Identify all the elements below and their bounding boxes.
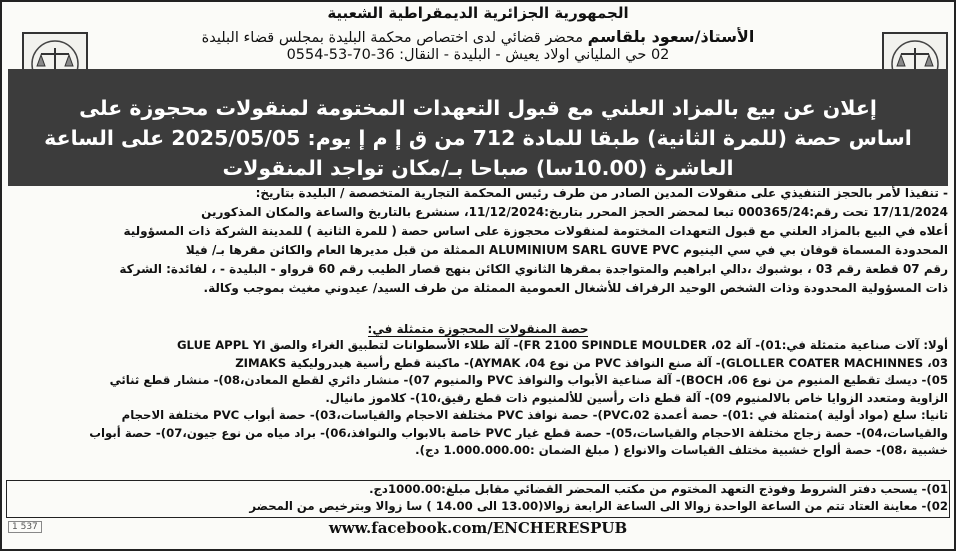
conditions-text xyxy=(8,481,948,515)
text-line: ثانيا: سلع (مواد أولية )متمثلة في :01)- حصة أعمدة PVC،02)- حصة نوافذ PVC مختلفة الاحجام والقياسات،03)- حصة أبواب PVC مختلفة الاحجام xyxy=(121,408,948,422)
announcement-line-2: اساس حصة (للمرة الثانية) طبقا للمادة 712 من ق إ م إ يوم: 2025/05/05 على الساعة xyxy=(44,126,912,150)
bailiff-address: 02 حي الملياني اولاد يعيش - البليدة - النقال: 36-70-53-0554 xyxy=(286,47,670,63)
republic-heading: الجمهورية الجزائرية الديمقراطية الشعبية xyxy=(88,4,868,22)
text-line: والقياسات،04)- حصة زجاج مختلفة الاحجام والقياسات،05)- حصة قطع غيار PVC خاصة بالابواب والنوافذ،06)- براد مياه من نوع جيون،07)- حصة أبواب xyxy=(89,425,948,440)
text-line: GLOLLER COATER MACHINNES ،03)- آلة صنع النوافذ PVC من نوع AYMAK ،04)- ماكينة قطع رأسية هيدروليكية ZIMAKS xyxy=(235,355,948,370)
bailiff-prefix: الأستاذ/ xyxy=(694,27,755,46)
text-line: الزاوية ومتعدد الزوايا خاص بالالمنيوم 09)- آلة قطع ذات رأسين للألمنيوم ذات قطع رقيق،10)- كلاموز مانيال. xyxy=(325,390,948,405)
text-line: 01)- يسحب دفتر الشروط وفوذج التعهد المختوم من مكتب المحضر القضائي مقابل مبلغ:1000.00دج. xyxy=(369,482,948,496)
bailiff-name: سعود بلقاسم xyxy=(587,27,695,46)
execution-paragraph xyxy=(8,184,948,298)
text-line: خشبية ،08)- حصة ألواح خشبية مختلف القياسات والانواع ( مبلغ الضمان :1.000.000.00 دج). xyxy=(415,443,948,457)
bailiff-title: محضر قضائي لدى اختصاص محكمة البليدة بمجلس قضاء البليدة xyxy=(201,30,584,46)
text-line: - تنفيذا لأمر بالحجز التنفيذي على منقولات المدين الصادر من طرف رئيس المحكمة التجارية المتخصصة / البليدة بتاريخ: xyxy=(255,186,948,200)
text-line: ذات المسؤولية المحدودة وذات الشخص الوحيد الرفراف للأشغال العمومية الممثلة من طرف السيد/ عيدوني مغيث بموجب وكالة. xyxy=(203,281,948,295)
text-line: أولا: آلات صناعية متمثلة في:01)- آلة FR 2100 SPINDLE MOULDER ،02)- آلة طلاء الأسطوانات لتطبيق الغراء والصق GLUE APPL YI xyxy=(176,338,948,352)
notice-code: 1 537 xyxy=(8,521,42,533)
announcement-line-3: العاشرة (10.00سا) صباحا بـ/مكان تواجد المنقولات xyxy=(222,156,734,180)
text-line: رقم 07 قطعة رقم 03 ، بوشبوك ،دالي ابراهيم والمتواجدة بمقرها الثانوي الكائن بنهج قصار الطيب رقم 60 قرواو - البليدة - ، لفائدة: الشركة xyxy=(119,262,948,276)
text-line: 02)- معاينة العتاد تتم من الساعة الواحدة زوالا الى الساعة الرابعة زوالا(13.00 الى 14.00 ) سا زوالا وبترخيص من المحضر xyxy=(249,499,948,513)
text-line: المحدودة المسماة قوفان بي في سي الينيوم ALUMINIUM SARL GUVE PVC الممثلة من قبل مديرها العام والكائن مقرها بـ/ فيلا xyxy=(185,243,948,257)
text-line: 05)- ديسك تقطيع المنيوم من نوع BOCH ،06)- آلة صناعية الأبواب والنوافذ PVC والمنيوم 07)- منشار دائري لقطع المعادن،08)- منشار قطع ثنائي xyxy=(109,373,948,387)
bailiff-line xyxy=(88,27,868,46)
announcement-line-1: إعلان عن بيع بالمزاد العلني مع قبول التعهدات المختومة لمنقولات محجوزة على xyxy=(79,96,877,120)
text-line: 17/11/2024 تحت رقم:000365/24 تبعا لمحضر الحجز المحرر بتاريخ:11/12/2024، سنشرع بالتاريخ والساعة والمكان المذكورين xyxy=(201,205,948,219)
section-title: حصة المنقولات المحجوزة متمثلة في: xyxy=(367,322,589,336)
facebook-link[interactable]: www.facebook.com/ENCHERESPUB xyxy=(328,519,628,537)
text-line: أعلاه في البيع بالمزاد العلني مع قبول التعهدات المختومة لمنقولات محجوزة على اساس حصة ( للمرة الثانية ) للمدينة الشركة ذات المسؤولية xyxy=(123,224,948,238)
seized-items-list xyxy=(8,337,948,460)
